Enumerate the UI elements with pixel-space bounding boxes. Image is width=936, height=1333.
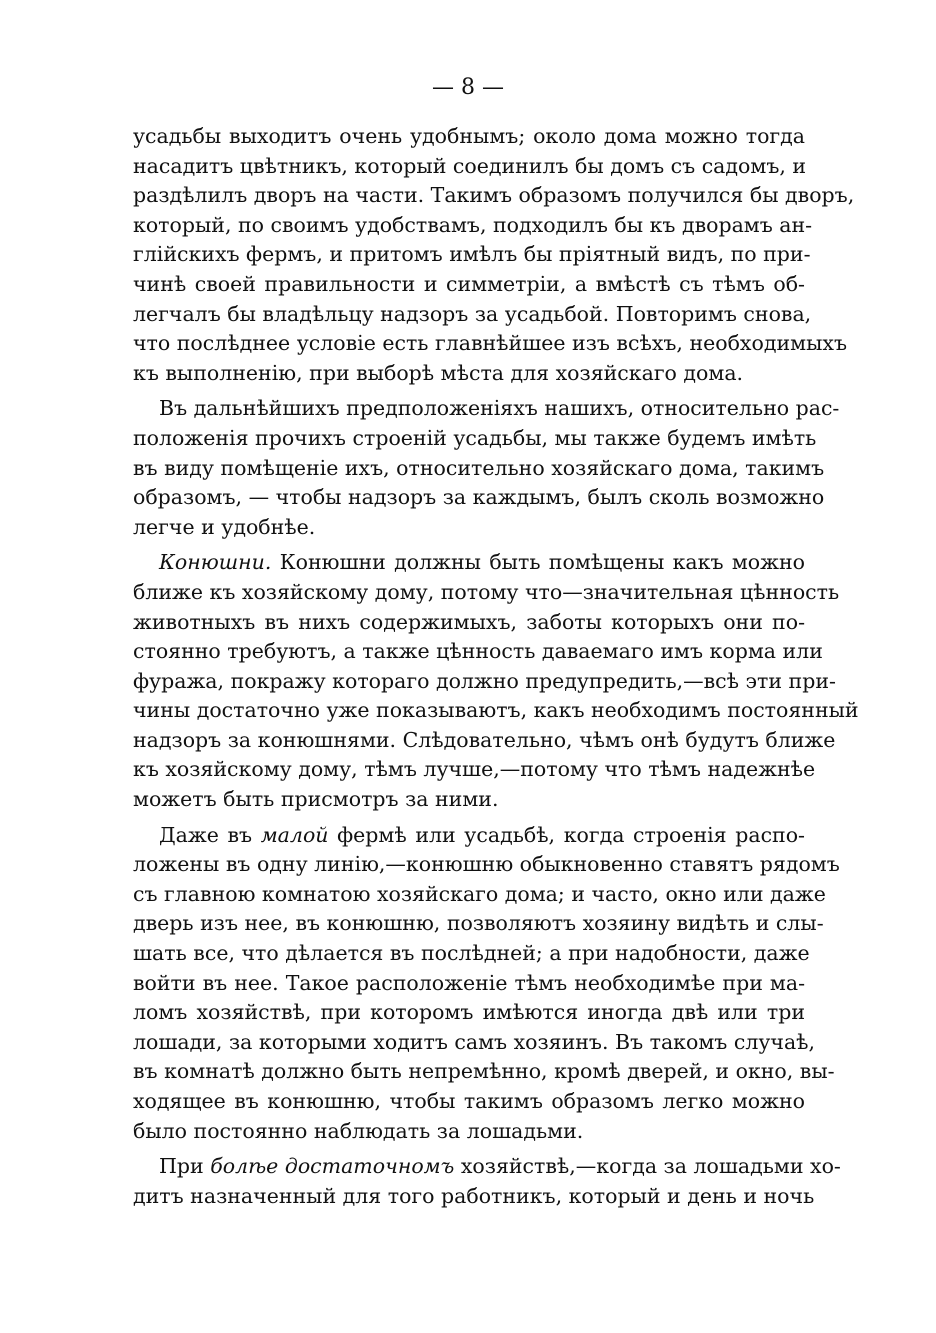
- text-line: насадитъ цвѣтникъ, который соединилъ бы домъ съ садомъ, и: [133, 153, 807, 178]
- text-line: ложены въ одну линію,—конюшню обыкновенно ставятъ рядомъ: [133, 852, 840, 877]
- text-line: съ главною комнатою хозяйскаго дома; и часто, окно или даже: [133, 881, 826, 906]
- text-line: раздѣлилъ дворъ на части. Такимъ образомъ получился бы дворъ,: [133, 183, 855, 208]
- text-line: [133, 1152, 841, 1182]
- paragraph-5: [133, 1152, 841, 1211]
- text-line: животныхъ въ нихъ содержимыхъ, заботы которыхъ они по-: [133, 609, 805, 634]
- paragraph-3: [133, 548, 859, 814]
- text-line: [133, 548, 805, 578]
- text-line: къ выполненію, при выборѣ мѣста для хозяйскаго дома.: [133, 360, 744, 385]
- text-line: въ комнатѣ должно быть непремѣнно, кромѣ дверей, и окно, вы-: [133, 1059, 835, 1084]
- text-line: стоянно требуютъ, а также цѣнность даваемаго имъ корма или: [133, 639, 823, 664]
- text-fragment: хозяйствѣ,—когда за лошадьми хо-: [454, 1154, 841, 1179]
- text-line: ломъ хозяйствѣ, при которомъ имѣются иногда двѣ или три: [133, 1000, 805, 1025]
- text-line: было постоянно наблюдать за лошадьми.: [133, 1118, 584, 1143]
- text-line: можетъ быть присмотръ за ними.: [133, 787, 499, 812]
- text-line: легче и удобнѣе.: [133, 514, 316, 539]
- text-line: фуража, покражу котораго должно предупредить,—всѣ эти при-: [133, 668, 836, 693]
- paragraph-4: [133, 821, 840, 1147]
- paragraph-2: [133, 394, 840, 542]
- text-line: Въ дальнѣйшихъ предположеніяхъ нашихъ, относительно рас-: [159, 396, 840, 421]
- text-line: что послѣднее условіе есть главнѣйшее изъ всѣхъ, необходимыхъ: [133, 331, 847, 356]
- text-fragment: фермѣ или усадьбѣ, когда строенія распо-: [328, 822, 805, 847]
- page-number: — 8 —: [432, 75, 504, 100]
- paragraph-1: [133, 122, 855, 388]
- text-line: образомъ, — чтобы надзоръ за каждымъ, былъ сколь возможно: [133, 485, 825, 510]
- text-line: [133, 821, 805, 851]
- text-line: ближе къ хозяйскому дому, потому что—значительная цѣнность: [133, 579, 840, 604]
- text-line: ходящее въ конюшню, чтобы такимъ образомъ легко можно: [133, 1089, 805, 1113]
- text-line: шать все, что дѣлается въ послѣдней; а при надобности, даже: [133, 941, 810, 966]
- text-line: войти въ нее. Такое расположеніе тѣмъ необходимѣе при ма-: [133, 970, 805, 995]
- text-line: дверь изъ нее, въ конюшню, позволяютъ хозяину видѣть и слы-: [133, 911, 824, 936]
- text-line: чинѣ своей правильности и симметріи, а вмѣстѣ съ тѣмъ об-: [133, 271, 805, 296]
- italic-phrase: малой: [260, 822, 329, 847]
- text-line: усадьбы выходитъ очень удобнымъ; около дома можно тогда: [133, 124, 805, 148]
- text-fragment: Даже въ: [159, 822, 261, 847]
- text-line: который, по своимъ удобствамъ, подходилъ бы къ дворамъ ан-: [133, 212, 813, 237]
- text-fragment: При: [159, 1154, 211, 1179]
- text-line: лошади, за которыми ходитъ самъ хозяинъ. Въ такомъ случаѣ,: [133, 1029, 816, 1054]
- text-line: въ виду помѣщеніе ихъ, относительно хозяйскаго дома, такимъ: [133, 455, 825, 480]
- text-fragment: Конюшни должны быть помѣщены какъ можно: [271, 550, 805, 575]
- text-line: надзоръ за конюшнями. Слѣдовательно, чѣмъ онѣ будутъ ближе: [133, 727, 836, 752]
- text-line: легчалъ бы владѣльцу надзоръ за усадьбой. Повторимъ снова,: [133, 301, 812, 326]
- text-line: чины достаточно уже показываютъ, какъ необходимъ постоянный: [133, 698, 859, 723]
- text-line: положенія прочихъ строеній усадьбы, мы также будемъ имѣть: [133, 425, 817, 450]
- text-line: глійскихъ фермъ, и притомъ имѣлъ бы пріятный видъ, по при-: [133, 242, 811, 267]
- text-line: дитъ назначенный для того работникъ, который и день и ночь: [133, 1183, 815, 1208]
- page-body-text: [133, 122, 859, 1217]
- text-line: къ хозяйскому дому, тѣмъ лучше,—потому что тѣмъ надежнѣе: [133, 757, 816, 782]
- italic-heading: Конюшни.: [159, 550, 272, 575]
- italic-phrase: болѣе достаточномъ: [210, 1154, 455, 1179]
